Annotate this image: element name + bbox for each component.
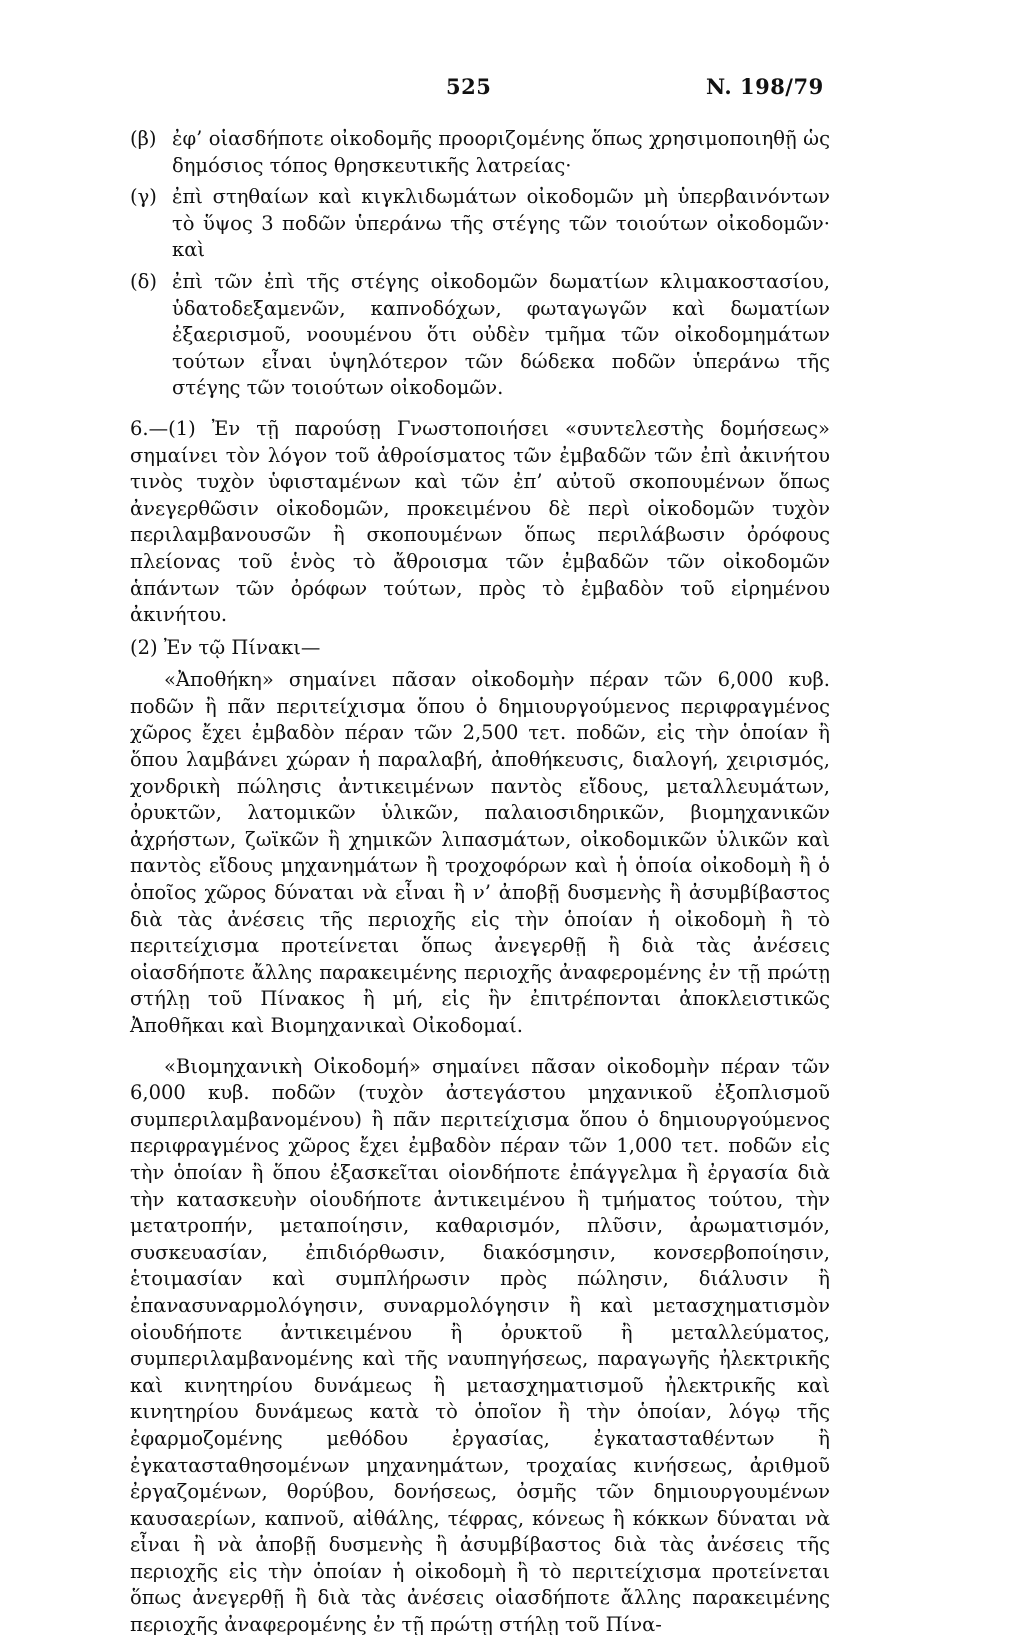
clause-delta bbox=[130, 269, 830, 402]
document-body bbox=[130, 126, 830, 1639]
clause-label: (δ) bbox=[130, 269, 157, 293]
page-number: 525 bbox=[446, 74, 492, 99]
clause-label: (γ) bbox=[130, 185, 157, 209]
definition-warehouse: «Ἀποθήκη» σημαίνει πᾶσαν οἰκοδομὴν πέραν τῶν 6,000 κυβ. ποδῶν ἢ πᾶν περιτείχισμα ὅπου ὁ δημιουργούμενος περιφραγμένος χῶρος ἔχει ἐμβαδὸν πέραν τῶν 2,500 τετ. ποδῶν, εἰς τὴν ὁποίαν ἢ ὅπου λαμβάνει χώραν ἡ παραλαβή, ἀποθήκευσις, διαλογή, χειρισμός, χονδρικὴ πώλησις ἀντικειμένων παντὸς εἴδους, μεταλλευμάτων, ὀρυκτῶν, λατομικῶν ὑλικῶν, παλαιοσιδηρικῶν, βιομηχανικῶν ἀχρήστων, ζωϊκῶν ἢ χημικῶν λιπασμάτων, οἰκοδομικῶν ὑλικῶν καὶ παντὸς εἴδους μηχανημάτων ἢ τροχοφόρων καὶ ἡ ὁποία οἰκοδομὴ ἢ ὁ ὁποῖος χῶρος δύναται νὰ εἶναι ἢ ν’ ἀποβῇ δυσμενὴς ἢ ἀσυμβίβαστος διὰ τὰς ἀνέσεις τῆς περιοχῆς εἰς τὴν ὁποίαν ἡ οἰκοδομὴ ἢ τὸ περιτείχισμα προτείνεται ὅπως ἀνεγερθῇ ἢ διὰ τὰς ἀνέσεις οἱασδήποτε ἄλλης παρακειμένης περιοχῆς ἀναφερομένης ἐν τῇ πρώτῃ στήλῃ τοῦ Πίνακος ἢ μή, εἰς ἣν ἐπιτρέπονται ἀποκλειστικῶς Ἀποθῆκαι καὶ Βιομηχανικαὶ Οἰκοδομαί. bbox=[130, 668, 830, 1037]
clause-text: ἐπὶ τῶν ἐπὶ τῆς στέγης οἰκοδομῶν δωματίων κλιμακοστασίου, ὑδατοδεξαμενῶν, καπνοδόχων, φωταγωγῶν καὶ δωματίων ἐξαερισμοῦ, νοουμένου ὅτι οὐδὲν τμῆμα τῶν οἰκοδομημάτων τούτων εἶναι ὑψηλότερον τῶν δώδεκα ποδῶν ὑπεράνω τῆς στέγης τῶν τοιούτων οἰκοδομῶν. bbox=[172, 269, 830, 400]
law-reference: N. 198/79 bbox=[706, 74, 824, 99]
section-6-paragraph-1: 6.—(1) Ἐν τῇ παρούσῃ Γνωστοποιήσει «συντελεστὴς δομήσεως» σημαίνει τὸν λόγον τοῦ ἀθροίσματος τῶν ἐμβαδῶν τῶν ἐπὶ ἀκινήτου τινὸς τυχὸν ὑφισταμένων καὶ τῶν ἐπ’ αὐτοῦ σκοπουμένων ὅπως ἀνεγερθῶσιν οἰκοδομῶν, προκειμένου δὲ περὶ οἰκοδομῶν τυχὸν περιλαμβανουσῶν ἢ σκοπουμένων ὅπως περιλάβωσιν ὀρόφους πλείονας τοῦ ἑνὸς τὸ ἄθροισμα τῶν ἐμβαδῶν τῶν οἰκοδομῶν ἁπάντων τῶν ὀρόφων τούτων, πρὸς τὸ ἐμβαδὸν τοῦ εἰρημένου ἀκινήτου. bbox=[130, 416, 830, 627]
clause-label: (β) bbox=[130, 127, 157, 150]
clause-beta bbox=[130, 126, 830, 179]
page-header bbox=[0, 74, 1024, 104]
clause-text: ἐφ’ οἱασδήποτε οἰκοδομῆς προοριζομένης ὅπως χρησιμοποιηθῇ ὡς δημόσιος τόπος θρησκευτικῆς λατρείας· bbox=[172, 127, 830, 177]
definition-industrial-building: «Βιομηχανικὴ Οἰκοδομή» σημαίνει πᾶσαν οἰκοδομὴν πέραν τῶν 6,000 κυβ. ποδῶν (τυχὸν ἀστεγάστου μηχανικοῦ ἐξοπλισμοῦ συμπεριλαμβανομένου) ἢ πᾶν περιτείχισμα ὅπου ὁ δημιουργούμενος περιφραγμένος χῶρος ἔχει ἐμβαδὸν πέραν τῶν 1,000 τετ. ποδῶν εἰς τὴν ὁποίαν ἢ ὅπου ἐξασκεῖται οἱονδήποτε ἐπάγγελμα ἢ ἐργασία διὰ τὴν κατασκευὴν οἱουδήποτε ἀντικειμένου ἢ τμήματος τούτου, τὴν μετατροπήν, μεταποίησιν, καθαρισμόν, πλῦσιν, ἀρωματισμόν, συσκευασίαν, ἐπιδιόρθωσιν, διακόσμησιν, κονσερβοποίησιν, ἑτοιμασίαν καὶ συμπλήρωσιν πρὸς πώλησιν, διάλυσιν ἢ ἐπανασυναρμολόγησιν, συναρμολόγησιν ἢ καὶ μετασχηματισμὸν οἱουδήποτε ἀντικειμένου ἢ ὀρυκτοῦ ἢ μεταλλεύματος, συμπεριλαμβανομένης καὶ τῆς ναυπηγήσεως, παραγωγῆς ἠλεκτρικῆς καὶ κινητηρίου δυνάμεως ἢ μετασχηματισμοῦ ἠλεκτρικῆς καὶ κινητηρίου δυνάμεως κατὰ τὸ ὁποῖον ἢ τὴν ὁποίαν, λόγῳ τῆς ἐφαρμοζομένης μεθόδου ἐργασίας, ἐγκατασταθέντων ἢ ἐγκατασταθησομένων μηχανημάτων, τροχαίας κινήσεως, ἀριθμοῦ ἐργαζομένων, θορύβου, δονήσεως, ὀσμῆς τῶν δημιουργουμένων καυσαερίων, καπνοῦ, αἰθάλης, τέφρας, κόνεως ἢ κόκκων δύναται νὰ εἶναι ἢ νὰ ἀποβῇ δυσμενὴς ἢ ἀσυμβίβαστος διὰ τὰς ἀνέσεις τῆς περιοχῆς εἰς τὴν ὁποίαν ἡ οἰκοδομὴ ἢ τὸ περιτείχισμα προτείνεται ὅπως ἀνεγερθῇ ἢ διὰ τὰς ἀνέσεις οἱασδήποτε ἄλλης παρακειμένης περιοχῆς ἀναφερομένης ἐν τῇ πρώτῃ στήλῃ τοῦ Πίνα- bbox=[130, 1054, 830, 1637]
clause-text: ἐπὶ στηθαίων καὶ κιγκλιδωμάτων οἰκοδομῶν μὴ ὑπερβαινόντων τὸ ὕψος 3 ποδῶν ὑπεράνω τῆς στέγης τῶν τοιούτων οἰκοδομῶν· καὶ bbox=[172, 185, 830, 262]
section-6-paragraph-2: (2) Ἐν τῷ Πίνακι— bbox=[130, 635, 321, 659]
clause-gamma bbox=[130, 184, 830, 264]
